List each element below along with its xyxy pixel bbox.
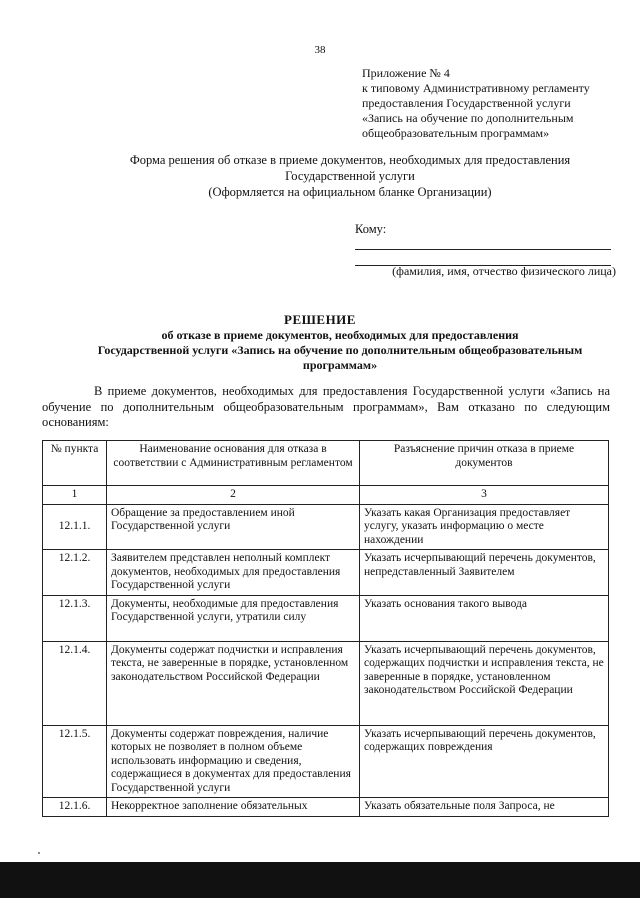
table-row: [43, 550, 609, 596]
table-row: [43, 641, 609, 725]
row-reason: Обращение за предоставлением иной Государственной услуги: [107, 504, 360, 550]
table-header-row: [43, 441, 609, 486]
row-reason: Заявителем представлен неполный комплект документов, необходимых для предоставления Государственной услуги: [107, 550, 360, 596]
header-explanation: Разъяснение причин отказа в приеме документов: [360, 441, 609, 486]
table-row: [43, 798, 609, 817]
form-title: [90, 152, 610, 200]
appendix-line: предоставления Государственной услуги: [362, 96, 571, 110]
form-title-note: (Оформляется на официальном бланке Организации): [208, 185, 492, 199]
table-row: [43, 504, 609, 550]
recipient-label: Кому:: [355, 222, 387, 236]
header-number: № пункта: [43, 441, 107, 486]
decision-subtitle-line: Государственной услуги «Запись на обучение по дополнительным общеобразовательным: [97, 343, 583, 357]
page-number: 38: [314, 44, 326, 56]
form-title-line: Форма решения об отказе в приеме документов, необходимых для предоставления: [129, 153, 571, 167]
row-explanation: Указать основания такого вывода: [360, 595, 609, 641]
row-explanation: Указать исчерпывающий перечень документов, непредставленный Заявителем: [360, 550, 609, 596]
decision-subtitle: [40, 328, 640, 373]
appendix-line: «Запись на обучение по дополнительным: [362, 111, 574, 125]
row-number: 12.1.5.: [43, 725, 107, 798]
header-reason: Наименование основания для отказа в соответствии с Административным регламентом: [107, 441, 360, 486]
decision-subtitle-line: программам»: [302, 358, 378, 372]
decision-subtitle-line: об отказе в приеме документов, необходимых для предоставления: [161, 328, 519, 342]
row-number: 12.1.3.: [43, 595, 107, 641]
row-number: 12.1.4.: [43, 641, 107, 725]
row-number: 12.1.2.: [43, 550, 107, 596]
row-explanation: Указать какая Организация предоставляет услугу, указать информацию о месте нахождении: [360, 504, 609, 550]
column-number: 1: [43, 486, 107, 505]
row-reason: Документы содержат подчистки и исправления текста, не заверенные в порядке, установленном законодательством Российской Федерации: [107, 641, 360, 725]
table-row: [43, 725, 609, 798]
scan-bottom-edge: [0, 862, 640, 898]
row-explanation: Указать исчерпывающий перечень документов, содержащих подчистки и исправления текста, не заверенные в порядке, установленном законодательством Российской Федерации: [360, 641, 609, 725]
row-reason: Некорректное заполнение обязательных: [107, 798, 360, 817]
table-row: [43, 595, 609, 641]
appendix-line: Приложение № 4: [362, 66, 450, 80]
row-explanation: Указать исчерпывающий перечень документов, содержащих повреждения: [360, 725, 609, 798]
table-column-numbers: [43, 486, 609, 505]
row-number: 12.1.1.: [43, 504, 107, 550]
reasons-table: [42, 440, 609, 817]
row-explanation: Указать обязательные поля Запроса, не: [360, 798, 609, 817]
intro-paragraph: В приеме документов, необходимых для предоставления Государственной услуги «Запись на обучение по дополнительным общеобразовательным программам», Вам отказано по следующим основаниям:: [42, 384, 610, 429]
column-number: 2: [107, 486, 360, 505]
row-reason: Документы содержат повреждения, наличие которых не позволяет в полном объеме использовать информацию и сведения, содержащиеся в документах для предоставления Государственной услуги: [107, 725, 360, 798]
scan-speck: [38, 852, 40, 854]
column-number: 3: [360, 486, 609, 505]
decision-title: РЕШЕНИЕ: [284, 312, 356, 327]
row-number: 12.1.6.: [43, 798, 107, 817]
form-title-line: Государственной услуги: [285, 169, 415, 183]
appendix-block: [362, 66, 632, 141]
appendix-line: общеобразовательным программам»: [362, 126, 550, 140]
row-reason: Документы, необходимые для предоставления Государственной услуги, утратили силу: [107, 595, 360, 641]
appendix-line: к типовому Административному регламенту: [362, 81, 590, 95]
recipient-line: [355, 249, 611, 250]
recipient-caption: (фамилия, имя, отчество физического лица): [392, 264, 616, 278]
